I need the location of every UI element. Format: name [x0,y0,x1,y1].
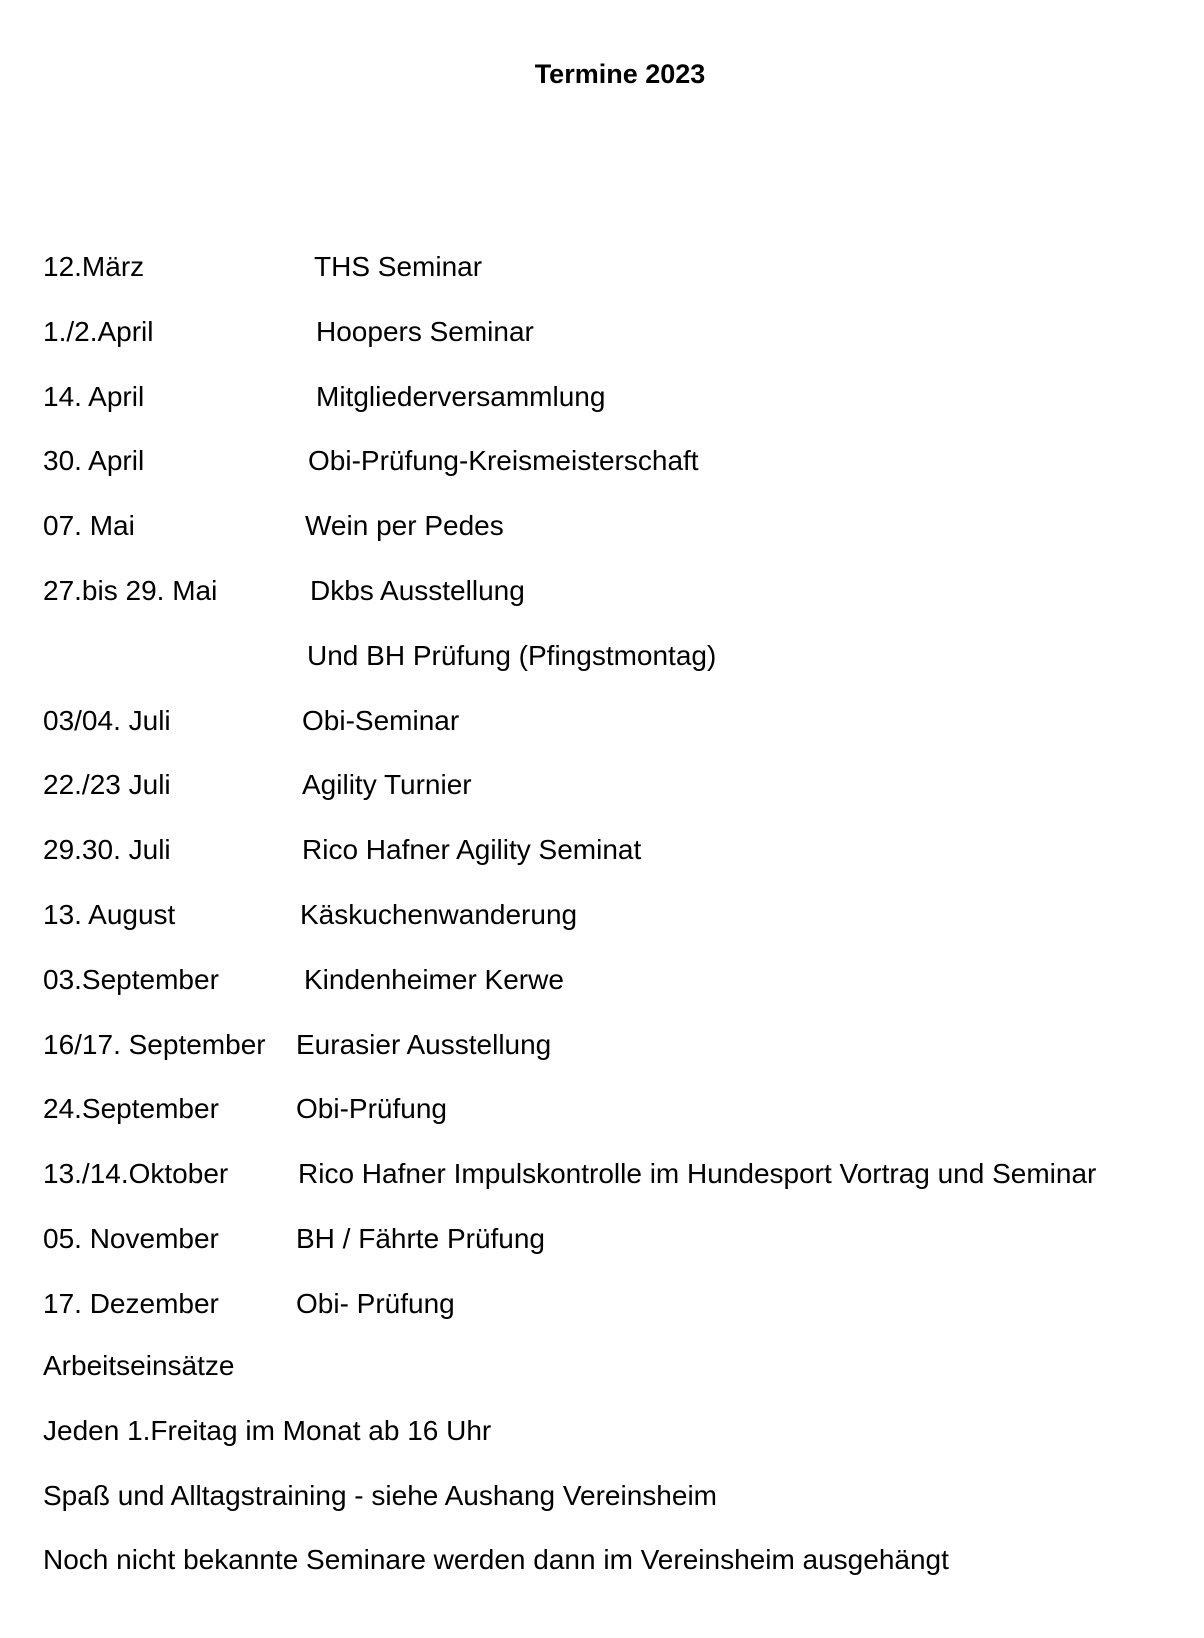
schedule-date: 17. Dezember [43,1287,219,1319]
schedule-event: Eurasier Ausstellung [296,1028,552,1060]
schedule-row [43,1092,1183,1157]
schedule-event: Agility Turnier [302,769,472,801]
schedule-event: Dkbs Ausstellung [310,574,525,606]
schedule-date: 05. November [43,1222,219,1254]
schedule-event: Kindenheimer Kerwe [304,963,564,995]
schedule-event: Rico Hafner Agility Seminat [302,834,642,866]
schedule-row [43,833,1183,898]
schedule-event: Obi-Prüfung [296,1093,447,1125]
schedule-date: 1./2.April [43,315,154,347]
schedule-row [43,1157,1183,1222]
schedule-row [43,444,1183,509]
schedule-event: Obi-Prüfung-Kreismeisterschaft [308,445,699,477]
notes-section [43,1349,1183,1608]
schedule-date: 13. August [43,898,176,930]
schedule-date: 13./14.Oktober [43,1158,229,1190]
schedule-date: 07. Mai [43,510,135,542]
schedule-event: Wein per Pedes [305,510,504,542]
schedule-date: 24.September [43,1093,219,1125]
schedule-row [43,898,1183,963]
schedule-row [43,1028,1183,1093]
schedule-date: 03/04. Juli [43,704,171,736]
schedule-list [43,250,1183,1352]
note-line: Spaß und Alltagstraining - siehe Aushang Vereinsheim [43,1479,717,1511]
schedule-row [43,380,1183,445]
schedule-date: 16/17. September [43,1028,266,1060]
schedule-row [43,1222,1183,1287]
schedule-event: Rico Hafner Impulskontrolle im Hundesport Vortrag und Seminar [298,1158,1097,1190]
schedule-event: Mitgliederversammlung [316,380,606,412]
schedule-row [43,574,1183,639]
schedule-row [43,250,1183,315]
schedule-row [43,1287,1183,1352]
schedule-date: 22./23 Juli [43,769,171,801]
note-line: Jeden 1.Freitag im Monat ab 16 Uhr [43,1414,492,1446]
schedule-date: 30. April [43,445,145,477]
note-heading: Arbeitseinsätze [43,1350,235,1381]
schedule-event: BH / Fährte Prüfung [296,1222,546,1254]
document-title: Termine 2023 [534,59,706,89]
schedule-event: Käskuchenwanderung [300,898,578,930]
schedule-event: Obi-Seminar [302,704,460,736]
schedule-row [43,315,1183,380]
schedule-date: 12.März [43,251,145,282]
schedule-event: Hoopers Seminar [316,315,534,347]
schedule-row [43,704,1183,769]
schedule-date: 29.30. Juli [43,834,171,866]
schedule-date: 14. April [43,380,145,412]
schedule-row [43,768,1183,833]
schedule-row [43,639,1183,704]
schedule-row [43,963,1183,1028]
schedule-event: Und BH Prüfung (Pfingstmontag) [307,639,717,671]
schedule-event: Obi- Prüfung [296,1287,455,1319]
schedule-row [43,509,1183,574]
schedule-date: 27.bis 29. Mai [43,574,218,606]
note-line: Noch nicht bekannte Seminare werden dann im Vereinsheim ausgehängt [43,1544,949,1576]
schedule-event: THS Seminar [314,251,483,282]
schedule-date: 03.September [43,963,219,995]
